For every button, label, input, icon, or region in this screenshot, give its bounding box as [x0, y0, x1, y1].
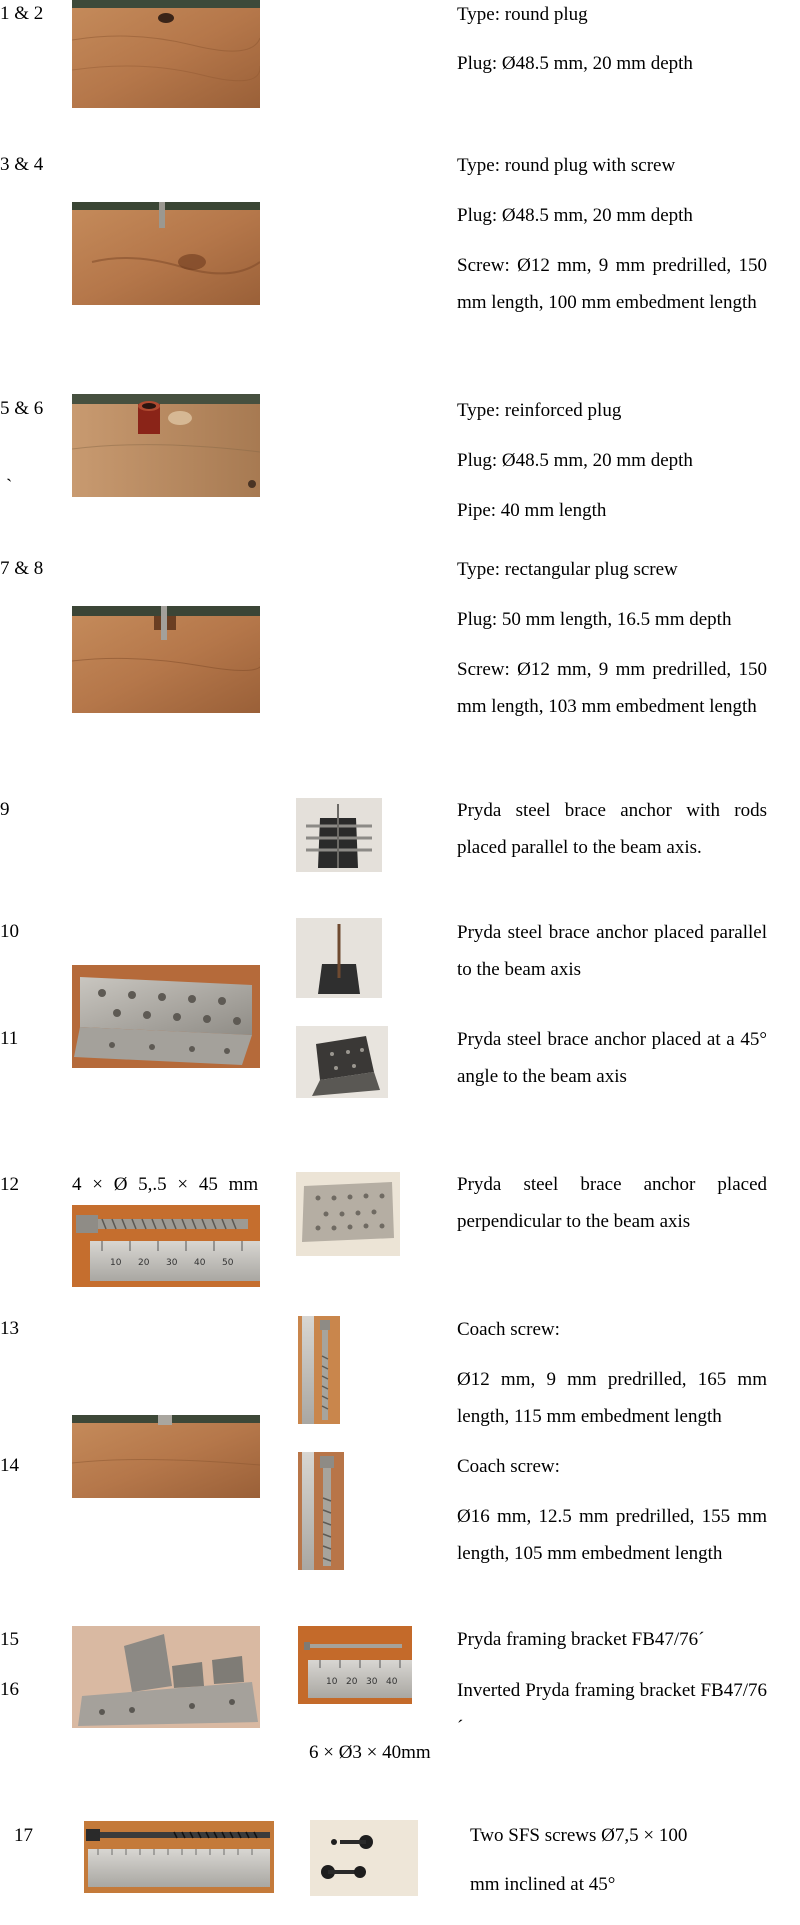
ruler-label: 40	[194, 1258, 206, 1268]
row-number: 13	[0, 1318, 19, 1339]
spec-pipe: Pipe: 40 mm length	[457, 500, 607, 521]
coach-screw-165-photo	[298, 1316, 340, 1424]
spec-type: Type: reinforced plug	[457, 400, 622, 421]
coach-screw-block-photo	[72, 1415, 260, 1498]
stray-mark: `	[6, 476, 13, 497]
framing-bracket-description: Inverted Pryda framing bracket FB47/76´	[457, 1680, 767, 1738]
brace-anchor-with-rods-photo	[296, 798, 382, 872]
rectangular-plug-screw-block-photo	[72, 606, 260, 713]
nail-caption: 6 × Ø3 × 40mm	[309, 1742, 431, 1763]
anchor-description: Pryda steel brace anchor placed at a 45° angle to the beam axis	[457, 1029, 767, 1087]
row-number: 14	[0, 1455, 19, 1476]
ruler-label: 20	[346, 1677, 358, 1687]
row-number: 17	[14, 1825, 33, 1846]
fastener-caption: 4 × Ø 5,.5 × 45 mm	[72, 1174, 259, 1195]
spec-screw: Screw: Ø12 mm, 9 mm predrilled, 150 mm length, 100 mm embedment length	[457, 255, 767, 313]
row-number: 7 & 8	[0, 558, 44, 579]
framing-bracket-label: Pryda framing bracket FB47/76´	[457, 1629, 705, 1650]
spec-screw: Screw: Ø12 mm, 9 mm predrilled, 150 mm length, 103 mm embedment length	[457, 659, 767, 717]
ruler-label: 10	[326, 1677, 338, 1687]
steel-angle-bracket-photo	[72, 965, 260, 1068]
spec-plug: Plug: Ø48.5 mm, 20 mm depth	[457, 450, 693, 471]
spec-plug: Plug: 50 mm length, 16.5 mm depth	[457, 609, 732, 630]
nail-on-ruler-photo	[298, 1626, 412, 1704]
reinforced-plug-block-photo	[72, 394, 260, 497]
round-plug-block-photo	[72, 0, 260, 108]
sfs-screws-inclined-photo	[310, 1820, 418, 1896]
sfs-screw-angle: mm inclined at 45°	[470, 1874, 616, 1895]
spec-plug: Plug: Ø48.5 mm, 20 mm depth	[457, 205, 693, 226]
spec-plug: Plug: Ø48.5 mm, 20 mm depth	[457, 53, 693, 74]
spec-type: Type: rectangular plug screw	[457, 559, 678, 580]
ruler-label: 50	[222, 1258, 234, 1268]
ruler-label: 10	[110, 1258, 122, 1268]
screw-on-ruler-photo	[72, 1205, 260, 1287]
spec-type: Type: round plug	[457, 4, 588, 25]
coach-screw-label: Coach screw:	[457, 1456, 560, 1477]
coach-screw-spec: Ø12 mm, 9 mm predrilled, 165 mm length, 115 mm embedment length	[457, 1369, 767, 1427]
brace-anchor-45-degree-photo	[296, 1026, 388, 1098]
framing-bracket-photo	[72, 1626, 260, 1728]
coach-screw-spec: Ø16 mm, 12.5 mm predrilled, 155 mm length, 105 mm embedment length	[457, 1506, 767, 1564]
anchor-description: Pryda steel brace anchor placed perpendicular to the beam axis	[457, 1174, 767, 1232]
row-number: 1 & 2	[0, 3, 44, 24]
coach-screw-155-photo	[298, 1452, 344, 1570]
ruler-label: 20	[138, 1258, 150, 1268]
anchor-description: Pryda steel brace anchor placed parallel to the beam axis	[457, 922, 767, 980]
row-number: 5 & 6	[0, 398, 44, 419]
row-number: 16	[0, 1679, 19, 1700]
row-number: 11	[0, 1028, 19, 1049]
ruler-label: 30	[366, 1677, 378, 1687]
row-number: 15	[0, 1629, 19, 1650]
brace-anchor-parallel-photo	[296, 918, 382, 998]
sfs-screw-description: Two SFS screws Ø7,5 × 100	[470, 1825, 688, 1846]
brace-anchor-perpendicular-photo	[296, 1172, 400, 1256]
coach-screw-label: Coach screw:	[457, 1319, 560, 1340]
row-number: 10	[0, 921, 19, 942]
ruler-label: 40	[386, 1677, 398, 1687]
sfs-screw-on-ruler-photo	[84, 1821, 274, 1893]
ruler-label: 30	[166, 1258, 178, 1268]
row-number: 12	[0, 1174, 19, 1195]
plug-with-screw-block-photo	[72, 202, 260, 305]
anchor-description: Pryda steel brace anchor with rods placed parallel to the beam axis.	[457, 800, 767, 858]
row-number: 3 & 4	[0, 154, 44, 175]
row-number: 9	[0, 799, 10, 820]
spec-type: Type: round plug with screw	[457, 155, 676, 176]
